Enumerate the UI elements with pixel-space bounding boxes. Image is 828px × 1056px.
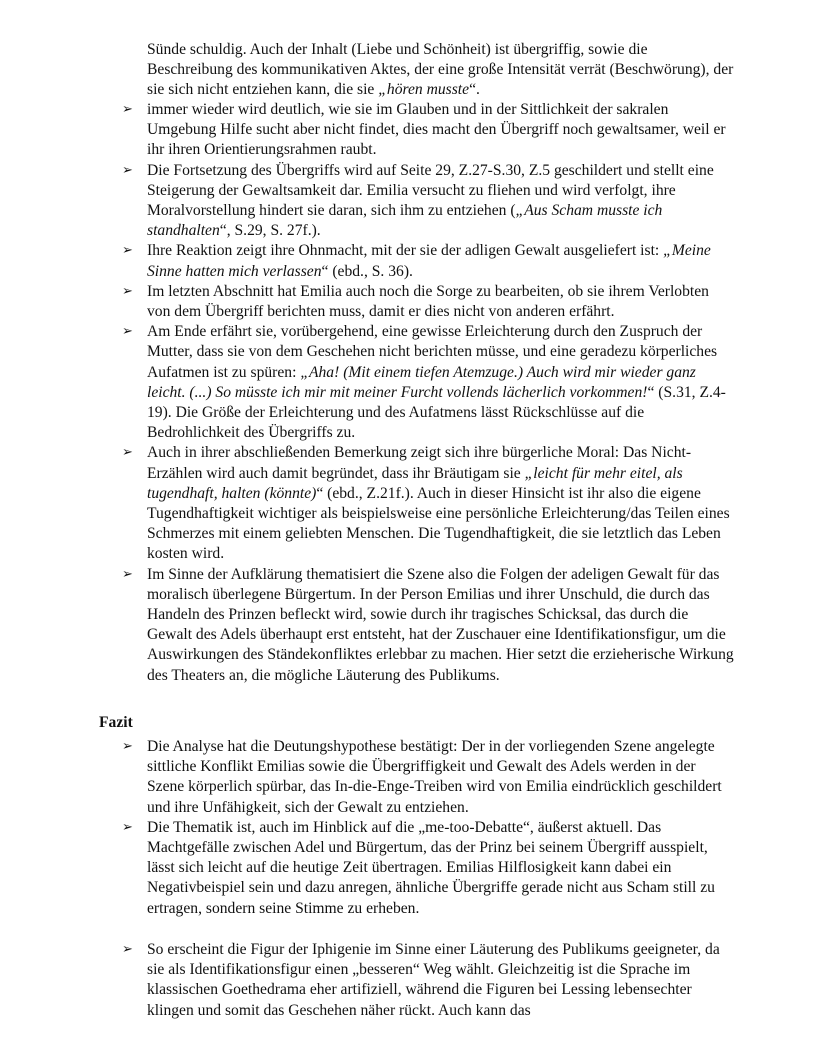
bullet-item — [122, 565, 734, 686]
bullet-text: Die Fortsetzung des Übergriffs wird auf Seite 29, Z.27-S.30, Z.5 geschildert und stellt eine Steigerung der Gewaltsamkeit dar. Emilia versucht zu fliehen und wird verfolgt, ihre Moralvorstellung hindert sie daran, sich ihm zu entziehen ( — [147, 161, 714, 220]
arrow-bullet-icon: ➢ — [122, 739, 133, 754]
arrow-bullet-icon: ➢ — [122, 819, 133, 835]
bullet-text: Im Sinne der Aufklärung thematisiert die Szene also die Folgen der adeligen Gewalt für das moralisch überlegene Bürgertum. In der Person Emilias und ihrer Unschuld, die durch das Handeln des Prinzen befleckt wird, sowie durch ihr tragisches Schicksal, das durch die Gewalt des Adels überhaupt erst entsteht, hat der Zuschauer eine Identifikationsfigur, um die Auswirkungen des Ständekonfliktes erlebbar zu machen. Hier setzt die erzieherische Wirkung des Theaters an, die mögliche Läuterung des Publikums. — [147, 565, 734, 684]
bullet-quote: „Aha! (Mit einem tiefen Atemzuge.) Auch wird mir wieder ganz leicht. (...) So müsste ich mir mit meiner Furcht vollends lächerlich vorkommen! — [147, 363, 696, 401]
arrow-bullet-icon: ➢ — [122, 445, 133, 461]
bullet-text: “ (ebd., S. 36). — [321, 262, 413, 280]
bullet-quote: „Meine Sinne hatten mich verlassen — [147, 242, 711, 280]
fazit-bullet-list — [122, 737, 734, 919]
bullet-item — [122, 282, 734, 322]
arrow-bullet-icon: ➢ — [122, 324, 133, 340]
analysis-list-block — [122, 100, 734, 686]
continuation-tail: “. — [469, 81, 480, 99]
final-list-block — [122, 940, 734, 1021]
bullet-text: Am Ende erfährt sie, vorübergehend, eine gewisse Erleichterung durch den Zuspruch der Mutter, dass sie von dem Geschehen nicht berichten müsse, und eine geradezu körperliches Aufatmen ist zu spüren: — [147, 323, 718, 381]
bullet-item — [122, 737, 734, 818]
bullet-item — [122, 241, 734, 281]
arrow-bullet-icon: ➢ — [122, 283, 133, 299]
bullet-text: “ (S.31, Z.4-19). Die Größe der Erleichterung und des Aufatmens lässt Rückschlüsse auf die Bedrohlichkeit des Übergriffs zu. — [147, 383, 726, 442]
bullet-text: Die Thematik ist, auch im Hinblick auf die „me-too-Debatte“, äußerst aktuell. Das Machtgefälle zwischen Adel und Bürgertum, das der Prinz bei seinem Übergriff ausspielt, lässt sich leicht auf die heutige Zeit übertragen. Emilias Hilflosigkeit kann dabei ein Negativbeispiel sein und dazu anregen, ähnliche Übergriffe gerade nicht aus Scham still zu ertragen, sondern seine Stimme zu erheben. — [147, 818, 715, 917]
arrow-bullet-icon: ➢ — [122, 243, 133, 259]
bullet-item — [122, 322, 734, 443]
fazit-list-block — [122, 737, 734, 919]
continuation-quote: „hören musste — [378, 81, 470, 99]
bullet-quote: „Aus Scham musste ich standhalten — [147, 202, 663, 240]
bullet-text: Ihre Reaktion zeigt ihre Ohnmacht, mit der sie der adligen Gewalt ausgeliefert ist: — [147, 242, 664, 260]
arrow-bullet-icon: ➢ — [122, 162, 133, 178]
bullet-item — [122, 443, 734, 564]
bullet-item — [122, 818, 734, 919]
bullet-text: Die Analyse hat die Deutungshypothese bestätigt: Der in der vorliegenden Szene angelegte sittliche Konflikt Emilias sowie die Übergriffigkeit und Gewalt des Adels werden in der Szene körperlich spürbar, das In-die-Enge-Treiben wird von Emilia eindrücklich geschildert und ihre Unfähigkeit, sich der Gewalt zu entziehen. — [147, 738, 722, 816]
continuation-paragraph — [147, 40, 735, 101]
bullet-text: Im letzten Abschnitt hat Emilia auch noch die Sorge zu bearbeiten, ob sie ihrem Verlobten von dem Übergriff berichten muss, damit er dies nicht von anderen erfährt. — [147, 282, 709, 321]
bullet-text: So erscheint die Figur der Iphigenie im Sinne einer Läuterung des Publikums geeigneter, da sie als Identifikationsfigur einen „besseren“ Weg wählt. Gleichzeitig ist die Sprache im klassischen Goethedrama eher artifiziell, während die Figuren bei Lessing lebensechter klingen und somit das Geschehen näher rückt. Auch kann das — [147, 941, 720, 1019]
fazit-heading: Fazit — [99, 714, 133, 731]
arrow-bullet-icon: ➢ — [122, 102, 133, 117]
continuation-text: Sünde schuldig. Auch der Inhalt (Liebe und Schönheit) ist übergriffig, sowie die Beschreibung des kommunikativen Aktes, der eine große Intensität verrät (Beschwörung), der sie sich nicht entziehen kann, die sie — [147, 41, 734, 99]
bullet-text: immer wieder wird deutlich, wie sie im Glauben und in der Sittlichkeit der sakralen Umgebung Hilfe sucht aber nicht findet, dies macht den Übergriff noch gewaltsamer, weil er ihr ihren Orientierungsrahmen raubt. — [147, 101, 726, 159]
arrow-bullet-icon: ➢ — [122, 942, 133, 957]
bullet-item — [122, 940, 734, 1021]
final-bullet-list — [122, 940, 734, 1021]
bullet-text: “ (ebd., Z.21f.). Auch in dieser Hinsicht ist ihr also die eigene Tugendhaftigkeit wichtiger als beispielsweise eine persönliche Erleichterung/das Teilen eines Schmerzes mit einem geliebten Menschen. Die Tugendhaftigkeit, die sie letztlich das Leben kosten wird. — [147, 484, 730, 563]
arrow-bullet-icon: ➢ — [122, 566, 133, 582]
bullet-quote: „leicht für mehr eitel, als tugendhaft, halten (könnte) — [147, 464, 683, 502]
bullet-text: “, S.29, S. 27f.). — [219, 222, 321, 240]
bullet-text: Auch in ihrer abschließenden Bemerkung zeigt sich ihre bürgerliche Moral: Das Nicht-Erzählen wird auch damit begründet, dass ihr Bräutigam sie — [147, 444, 692, 482]
analysis-bullet-list — [122, 100, 734, 686]
bullet-item — [122, 161, 734, 242]
bullet-item — [122, 100, 734, 161]
